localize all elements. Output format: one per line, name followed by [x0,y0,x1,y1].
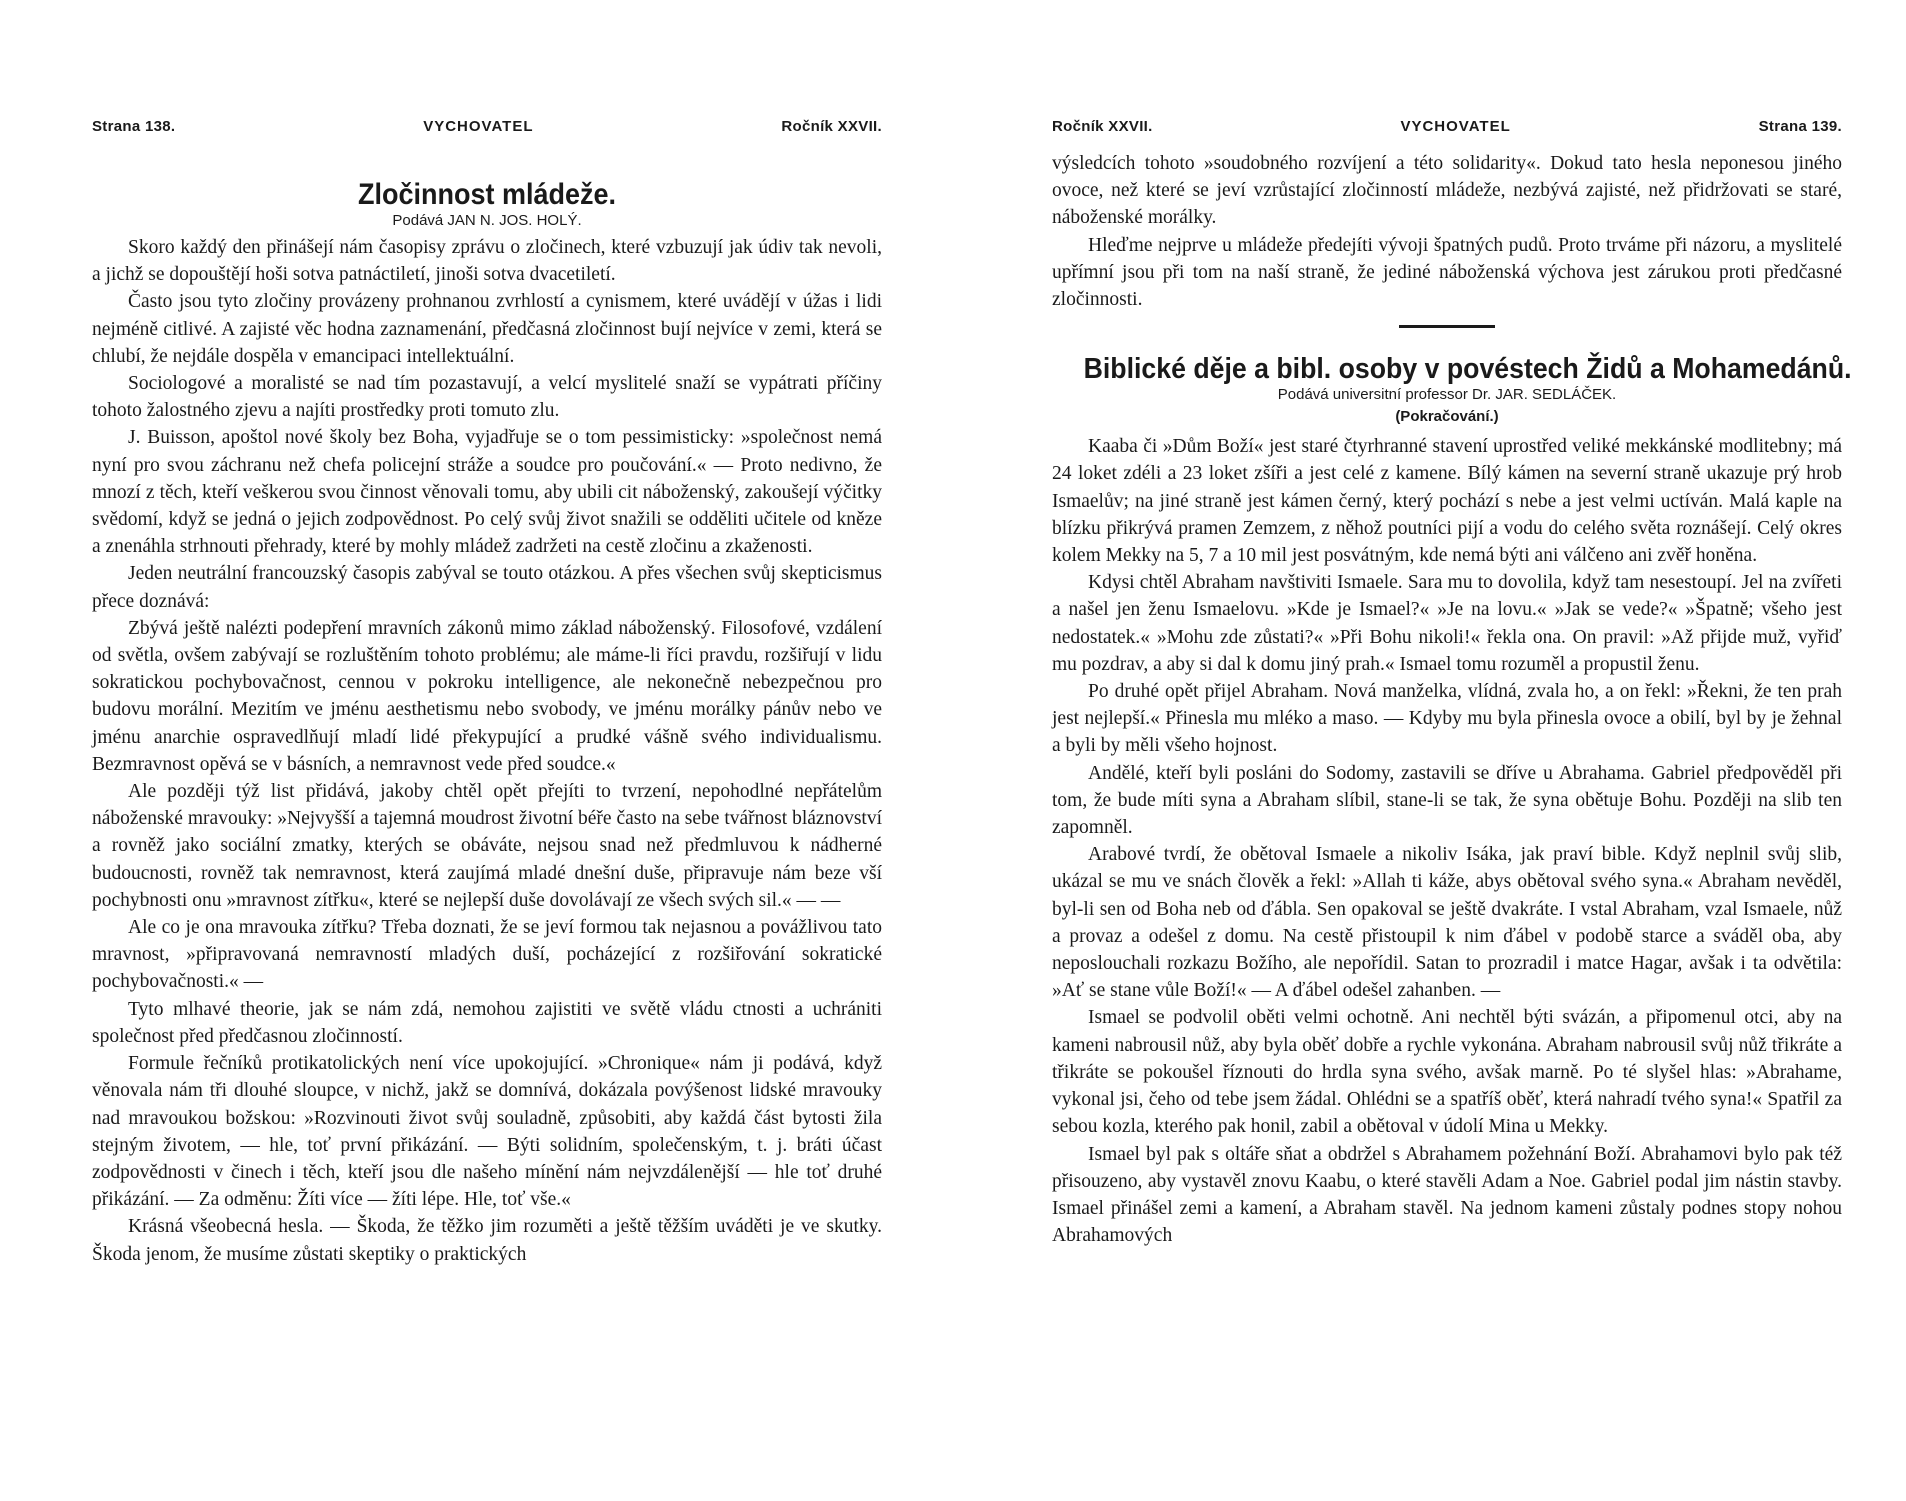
paragraph: Skoro každý den přinášejí nám časopisy zprávu o zločinech, které vzbuzují jak údiv tak nevoli, a jichž se dopouštějí hoši sotva patnáctiletí, jinoši sotva dvacetiletí. [92,237,882,286]
paragraph: Kdysi chtěl Abraham navštiviti Ismaele. Sara mu to dovolila, když tam nesestoupí. Jel na zvířeti a našel jen ženu Ismaelovu. »Kde je Ismael?« »Je na lovu.« »Jak se vede?« »Špatně; všeho jest nedostatek.« »Mohu zde zůstati?« »Při Bohu nikoli!« řekla ona. On pravil: »Až přijde muž, vyřiď mu pozdrav, a aby si dal k domu jiný prah.« Ismael tomu rozuměl a propustil ženu. [1052,572,1842,675]
paragraph: Kaaba či »Dům Boží« jest staré čtyrhranné stavení uprostřed veliké mekkánské modlitebny; má 24 loket zdéli a 23 loket zšíři a jest celé z kamene. Bílý kámen na severní straně ukazuje prý hrob Ismaelův; na jiné straně jest kámen černý, který pochází s nebe a jest velmi uctíván. Malá kaple na blízku přikrývá pramen Zemzem, z něhož poutníci pijí a vodu do celého světa roznášejí. Celý okres kolem Mekky na 5, 7 a 10 mil jest posvátným, kde nemá býti ani válčeno ani zvěř honěna. [1052,436,1842,567]
paragraph: Andělé, kteří byli posláni do Sodomy, zastavili se dříve u Abrahama. Gabriel předpověděl při tom, že bude míti syna a Abraham slíbil, stane-li se tak, že syna obětuje Bohu. Později na slib ten zapomněl. [1052,762,1842,839]
left-article-title: Zločinnost mládeže. [357,178,617,211]
paragraph: Krásná všeobecná hesla. — Škoda, že těžko jim rozuměti a ještě těžším uváděti je ve skutky. Škoda jenom, že musíme zůstati skeptiky o praktických [92,1216,882,1265]
right-article-title: Biblické děje a bibl. osoby v povéstech Židů a Mohamedánů. [1083,353,1852,386]
paragraph: Hleďme nejprve u mládeže předejíti vývoji špatných pudů. Proto trváme při názoru, a myslitelé upřímní jsou při tom na naší straně, že jediné náboženská výchova jest zárukou proti předčasné zločinnosti. [1052,234,1842,311]
paragraph: Arabové tvrdí, že obětoval Ismaele a nikoliv Isáka, jak praví bible. Když neplnil svůj slib, ukázal se mu ve snách člověk a řekl: »Allah ti káže, abys obětoval svého syna.« Abraham nevěděl, byl-li sen od Boha neb od ďábla. Sen opakoval se ještě dvakráte. I vstal Abraham, vzal Ismaele, nůž a provaz a odešel z domu. Na cestě přistoupil k nim ďábel v podobě starce a sváděl oba, aby neposlouchali rozkazu Božího, ale nepořídil. Satan to prozradil i matce Hagar, avšak i ta odvětila: »Ať se stane vůle Boží!« — A ďábel odešel zahanben. — [1052,844,1842,1002]
paragraph: Tyto mlhavé theorie, jak se nám zdá, nemohou zajistiti ve světě vládu ctnosti a uchrániti společnost před předčasnou zločinností. [92,998,882,1047]
paragraph: Formule řečníků protikatolických není více upokojující. »Chronique« nám ji podává, když věnovala nám tři dlouhé sloupce, v nichž, jakž se domnívá, dokázala povýšenost lidské mravouky nad mravoukou božskou: »Rozvinouti život svůj souladně, způsobiti, aby každá část bytosti žila stejným životem, — hle, toť první přikázání. — Býti solidním, společenským, t. j. bráti účast zodpovědnosti v činech i těch, kteří jsou dle našeho mínění nám nejvzdálenější — hle toť druhé přikázání. — Za odměnu: Žíti více — žíti lépe. Hle, toť vše.« [92,1053,882,1211]
right-page [1052,118,1852,1418]
right-running-head [1052,118,1842,142]
right-page-number: Strana 139. [1758,118,1842,135]
section-divider [1399,325,1495,328]
left-running-head [92,118,882,142]
paragraph: J. Buisson, apoštol nové školy bez Boha, vyjadřuje se o tom pessimisticky: »společnost nemá nyní pro svou záchranu než chefa policejní stráže a soudce pro poučování.« — Proto nedivno, že mnozí z těch, kteří veškerou svou činnost věnovali tomu, aby ubili cit náboženský, zakoušejí výčitky svědomí, když se jedná o jejich zodpovědnost. Po celý svůj život snažili se odděliti učitele od kněze a znenáhla strhnouti přehrady, které by mohly mládež zadržeti na cestě zločinu a zkaženosti. [92,427,882,558]
paragraph: Jeden neutrální francouzský časopis zabýval se touto otázkou. A přes všechen svůj skepticismus přece doznává: [92,563,882,612]
left-page-number: Strana 138. [92,118,176,135]
paragraph: výsledcích tohoto »soudobného rozvíjení a této solidarity«. Dokud tato hesla neponesou jiného ovoce, než které se jeví vzrůstající zločinností mládeže, nezbývá zajisté, než přidržovati se staré, náboženské morálky. [1052,153,1842,229]
left-article-body [92,234,882,1268]
left-volume: Ročník XXVII. [781,118,882,135]
right-article-body [1052,433,1842,1249]
right-journal-title: VYCHOVATEL [1400,118,1511,135]
paragraph: Ale co je ona mravouka zítřku? Třeba doznati, že se jeví formou tak nejasnou a povážlivou tato mravnost, »připravovaná nemravností mladých duší, pocházející z rozšiřování sokratické pochybovačnosti.« — [92,917,882,993]
right-volume: Ročník XXVII. [1052,118,1153,135]
continued-note: (Pokračování.) [1395,408,1499,426]
paragraph: Sociologové a moralisté se nad tím pozastavují, a velcí myslitelé snaží se vypátrati příčiny tohoto žalostného zjevu a najíti prostředky proti tomuto zlu. [92,373,882,422]
left-article-byline: Podává JAN N. JOS. HOLÝ. [392,212,582,229]
left-journal-title: VYCHOVATEL [423,118,534,135]
paragraph: Často jsou tyto zločiny provázeny prohnanou zvrhlostí a cynismem, které uvádějí v úžas i lidi nejméně citlivé. A zajisté věc hodna zaznamenání, předčasná zločinnost bují nejvíce v zemi, která se chlubí, že nejdále dospěla v emancipaci intellektuální. [92,291,882,367]
paragraph: Ismael byl pak s oltáře sňat a obdržel s Abrahamem požehnání Boží. Abrahamovi bylo pak též přisouzeno, aby vystavěl znovu Kaabu, o které stavěli Adam a Noe. Gabriel podal jim nástin stavby. Ismael přinášel zemi a kamení, a Abraham stavěl. Na jednom kameni zůstaly podnes stopy nohou Abrahamových [1052,1143,1842,1247]
paragraph: Po druhé opět přijel Abraham. Nová manželka, vlídná, zvala ho, a on řekl: »Řekni, že ten prah jest nejlepší.« Přinesla mu mléko a maso. — Kdyby mu byla přinesla ovoce a obilí, byl by je žehnal a byli by měli všeho hojnost. [1052,681,1842,757]
left-page [92,118,882,1418]
paragraph: Ale později týž list přidává, jakoby chtěl opět přejíti to tvrzení, nepohodlné nepřátelům náboženské mravouky: »Nejvyšší a tajemná moudrost životní béře často na sebe tvářnost bláznovství a rovněž jako sociální zmatky, kterých se obáváte, nejsou snad než předmluvou k nádherné budoucnosti, rovněž tak nemravnost, která zaujímá mladé dnešní duše, připravuje nám beze vší pochybnosti onu »mravnost zítřku«, které se nejlepší duše dovolávají ze všech svých sil.« — — [92,781,882,911]
continued-article-body [1052,150,1842,313]
paragraph: Zbývá ještě nalézti podepření mravních zákonů mimo základ náboženský. Filosofové, vzdálení od světla, ovšem zabývají se rozluštěním tohoto problému; ale máme-li říci pravdu, rozšiřují v lidu sokratickou pochybovačnost, cennou v pokroku intelligence, ale nekonečně nebezpečnou pro budovu morální. Mezitím ve jménu aesthetismu nebo svobody, ve jménu morálky pánův nebo ve jménu anarchie ospravedlňují mladí lidé překypující a prudké vášně svého individualismu. Bezmravnost opěvá se v básních, a nemravnost vede před soudce.« [92,617,882,775]
paragraph: Ismael se podvolil oběti velmi ochotně. Ani nechtěl býti svázán, a připomenul otci, aby na kameni nabrousil nůž, aby byla oběť dobře a rychle vykonána. Abraham nabrousil svůj nůž třikráte a třikráte se pokoušel říznouti do hrdla syna svého, avšak marně. Po té slyšel hlas: »Abrahame, vykonal jsi, čeho od tebe jsem žádal. Ohlédni se a spatříš oběť, která nahradí tvého syna!« Spatřil za sebou kozla, kterého pak honil, zabil a obětoval v údolí Mina u Mekky. [1052,1007,1842,1138]
right-article-byline: Podává universitní professor Dr. JAR. SEDLÁČEK. [1277,386,1617,404]
